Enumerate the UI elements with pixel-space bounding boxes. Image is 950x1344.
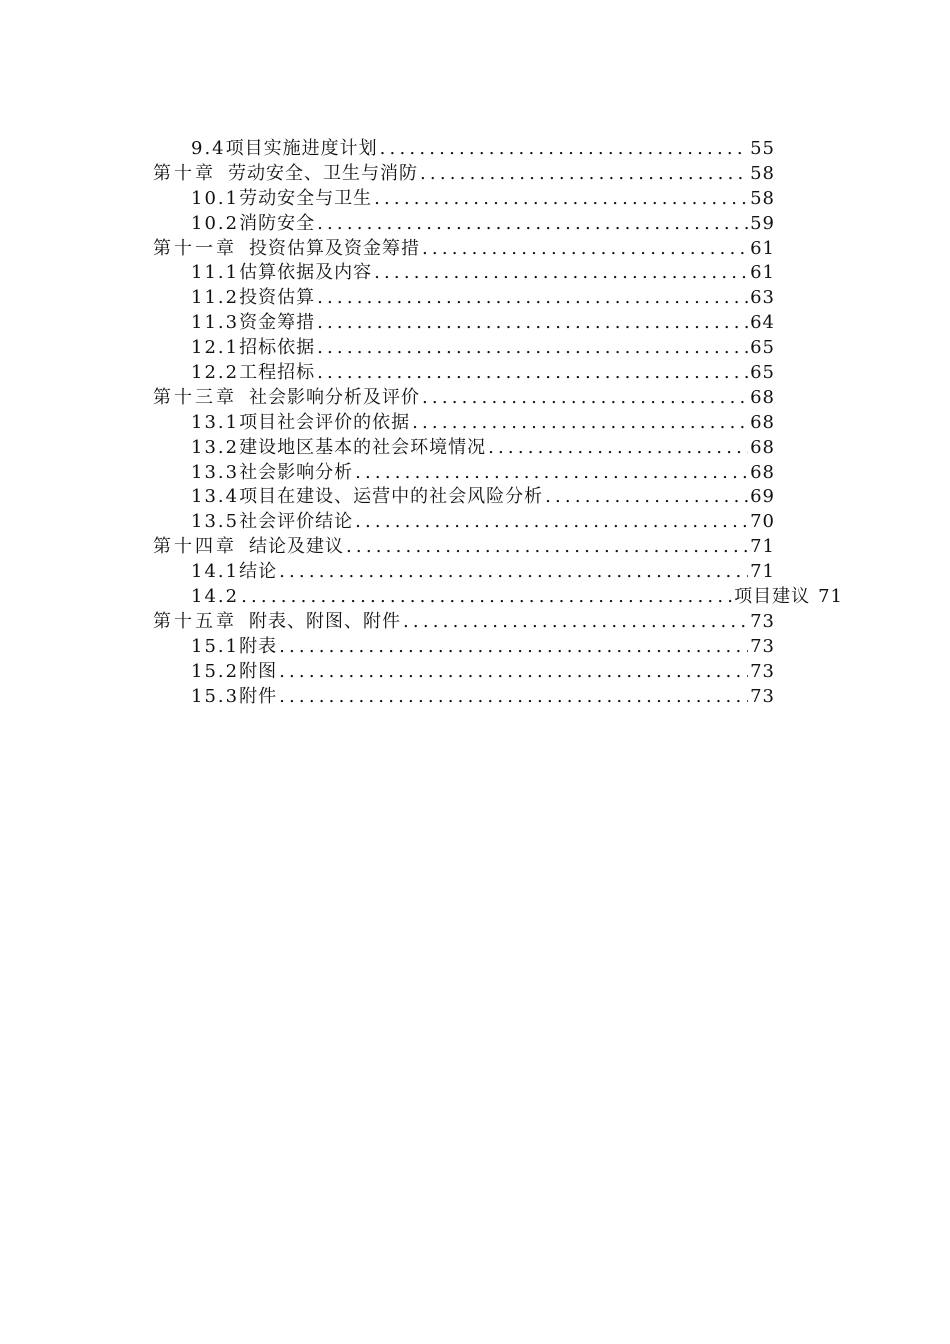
toc-entry[interactable]: [153, 286, 775, 311]
toc-title: 劳动安全、卫生与消防: [228, 162, 418, 184]
toc-entry[interactable]: [153, 635, 775, 660]
toc-leader-dots: [346, 535, 748, 560]
toc-page-number: 65: [750, 337, 775, 359]
toc-title: 附表: [239, 635, 278, 657]
toc-leader-dots: [412, 411, 748, 436]
toc-title: 估算依据及内容: [239, 262, 373, 284]
toc-title: 社会影响分析: [239, 461, 354, 483]
toc-number: 10.1: [191, 187, 240, 209]
toc-number: 第十三章: [153, 386, 237, 408]
toc-leader-dots: [422, 386, 748, 411]
toc-page-number: 63: [750, 287, 775, 309]
toc-number: 14.2: [191, 586, 240, 608]
toc-page-number: 68: [750, 411, 775, 433]
toc-leader-dots: [355, 510, 748, 535]
toc-title: 消防安全: [239, 212, 316, 234]
toc-page-number: 68: [750, 461, 775, 483]
toc-number: 15.2: [191, 660, 240, 682]
toc-title: 劳动安全与卫生: [239, 187, 373, 209]
toc-number: 12.2: [191, 362, 240, 384]
toc-entry[interactable]: [153, 411, 775, 436]
toc-leader-dots: [317, 361, 748, 386]
toc-number: 13.1: [191, 411, 240, 433]
toc-page-number: 69: [750, 486, 775, 508]
toc-number: 12.1: [191, 337, 240, 359]
toc-number: 15.1: [191, 635, 240, 657]
toc-chapter-entry[interactable]: [153, 237, 775, 262]
toc-number: 11.3: [191, 312, 240, 334]
toc-page-number: 71: [750, 536, 775, 558]
toc-number: 13.3: [191, 461, 240, 483]
toc-page-number: 64: [750, 312, 775, 334]
toc-number: 第十章: [153, 162, 216, 184]
toc-number: 11.1: [191, 262, 240, 284]
toc-leader-dots: [317, 286, 748, 311]
toc-number: 第十五章: [153, 610, 237, 632]
toc-number: 10.2: [191, 212, 240, 234]
toc-leader-dots: [279, 660, 748, 685]
toc-entry[interactable]: [153, 461, 775, 486]
toc-page-number: 73: [750, 635, 775, 657]
table-of-contents: [153, 137, 843, 709]
toc-page-number: 73: [750, 685, 775, 707]
toc-title: 附表、附图、附件: [249, 610, 401, 632]
toc-number: 13.5: [191, 511, 240, 533]
toc-leader-dots: [317, 212, 748, 237]
toc-page-number: 58: [750, 162, 775, 184]
toc-entry[interactable]: [153, 510, 775, 535]
toc-page-number: 65: [750, 362, 775, 384]
toc-number: 第十一章: [153, 237, 237, 259]
toc-title: 附件: [239, 685, 278, 707]
toc-page-number: 58: [750, 187, 775, 209]
toc-number: 15.3: [191, 685, 240, 707]
toc-entry[interactable]: [153, 436, 775, 461]
toc-page-number: 61: [750, 237, 775, 259]
toc-page-number: 68: [750, 386, 775, 408]
toc-entry[interactable]: [153, 261, 775, 286]
toc-leader-dots: [317, 336, 748, 361]
toc-title: 项目实施进度计划: [225, 138, 378, 159]
toc-chapter-entry[interactable]: [153, 610, 775, 635]
toc-leader-dots: [279, 635, 748, 660]
toc-entry[interactable]: [153, 137, 775, 162]
toc-entry[interactable]: [153, 212, 775, 237]
toc-entry[interactable]: [153, 560, 775, 585]
toc-leader-dots: [355, 461, 748, 486]
toc-number: 14.1: [191, 561, 240, 583]
toc-title: 附图: [239, 660, 278, 682]
toc-page-number: 73: [750, 660, 775, 682]
toc-leader-dots: [420, 162, 748, 187]
toc-title: 投资估算及资金筹措: [249, 237, 420, 259]
toc-entry[interactable]: [153, 311, 775, 336]
toc-entry[interactable]: [153, 336, 775, 361]
toc-chapter-entry[interactable]: [153, 535, 775, 560]
toc-leader-dots: [422, 237, 748, 262]
toc-leader-dots: [374, 261, 748, 286]
toc-title: 投资估算: [239, 287, 316, 309]
toc-title: 社会影响分析及评价: [249, 386, 420, 408]
toc-entry[interactable]: [153, 685, 775, 710]
toc-page-number: 59: [750, 212, 775, 234]
toc-page-number: 70: [750, 511, 775, 533]
toc-title: 建设地区基本的社会环境情况: [239, 436, 487, 458]
toc-page-number: 55: [750, 138, 775, 159]
toc-entry[interactable]: [153, 485, 775, 510]
toc-entry-misaligned[interactable]: [153, 585, 843, 610]
toc-title: 招标依据: [239, 337, 316, 359]
toc-title: 工程招标: [239, 362, 316, 384]
toc-leader-dots: [545, 485, 748, 510]
toc-leader-dots: [403, 610, 748, 635]
toc-title: 结论: [239, 561, 278, 583]
toc-page-number: 73: [750, 610, 775, 632]
toc-leader-dots: [317, 311, 748, 336]
toc-leader-dots: [279, 560, 748, 585]
toc-page-number: 61: [750, 262, 775, 284]
toc-page-number: 71: [750, 561, 775, 583]
toc-title: 项目在建设、运营中的社会风险分析: [239, 486, 544, 508]
toc-number: 第十四章: [153, 536, 237, 558]
toc-leader-dots: [279, 685, 748, 710]
toc-number: 11.2: [191, 287, 240, 309]
toc-number: 9.4: [191, 138, 226, 159]
toc-page-number: 71: [818, 586, 843, 608]
toc-number: 13.2: [191, 436, 240, 458]
toc-leader-dots: [380, 137, 748, 162]
toc-entry[interactable]: [153, 660, 775, 685]
toc-title: 项目建议: [734, 586, 811, 608]
toc-page-number: 68: [750, 436, 775, 458]
toc-leader-dots: [241, 585, 732, 610]
toc-number: 13.4: [191, 486, 240, 508]
toc-title: 结论及建议: [249, 536, 344, 558]
toc-title: 社会评价结论: [239, 511, 354, 533]
toc-title: 项目社会评价的依据: [239, 411, 411, 433]
toc-entry[interactable]: [153, 187, 775, 212]
toc-entry[interactable]: [153, 361, 775, 386]
toc-leader-dots: [374, 187, 748, 212]
toc-chapter-entry[interactable]: [153, 386, 775, 411]
toc-leader-dots: [488, 436, 748, 461]
toc-title: 资金筹措: [239, 312, 316, 334]
toc-chapter-entry[interactable]: [153, 162, 775, 187]
